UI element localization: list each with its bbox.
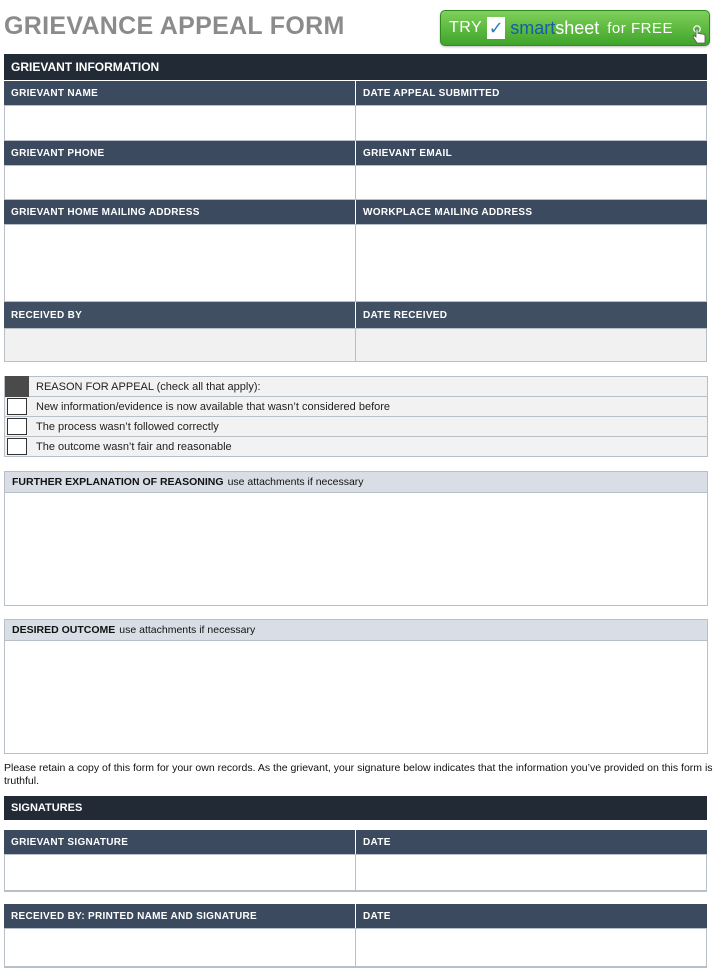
reason-heading-row (4, 376, 708, 397)
grievant-signature-label: GRIEVANT SIGNATURE (4, 830, 355, 854)
date-received-field[interactable] (355, 328, 707, 362)
promo-try-text: TRY (449, 19, 483, 36)
received-by-signature-label: RECEIVED BY: PRINTED NAME AND SIGNATURE (4, 904, 355, 928)
reason-option-label: The process wasn’t followed correctly (36, 420, 219, 433)
grievant-info-heading: GRIEVANT INFORMATION (4, 54, 707, 80)
pointer-hand-icon (691, 25, 707, 45)
explanation-label: FURTHER EXPLANATION OF REASONING (12, 476, 224, 488)
grievant-email-label: GRIEVANT EMAIL (356, 141, 707, 165)
checkbox[interactable] (7, 418, 27, 435)
outcome-heading (4, 619, 708, 640)
promo-free-text: for FREE (607, 19, 673, 37)
outcome-field[interactable] (4, 640, 708, 754)
signatures-heading: SIGNATURES (4, 796, 707, 820)
home-address-field[interactable] (4, 224, 356, 302)
checkbox[interactable] (7, 398, 27, 415)
grievant-phone-field[interactable] (4, 165, 356, 200)
checkbox[interactable] (7, 438, 27, 455)
home-address-label: GRIEVANT HOME MAILING ADDRESS (4, 200, 355, 224)
signature-date-label: DATE (356, 830, 707, 854)
reason-heading: REASON FOR APPEAL (check all that apply): (36, 380, 261, 393)
received-date-label: DATE (356, 904, 707, 928)
explanation-hint: use attachments if necessary (227, 476, 364, 488)
received-by-field[interactable] (4, 328, 356, 362)
explanation-field[interactable] (4, 492, 708, 606)
grievant-email-field[interactable] (355, 165, 707, 200)
received-date-field[interactable] (355, 928, 707, 968)
grievant-name-field[interactable] (4, 105, 356, 141)
retention-note: Please retain a copy of this form for your own records. As the grievant, your signature below indicates that the information you’ve provided on this form is truthful. (4, 762, 713, 787)
outcome-label: DESIRED OUTCOME (12, 624, 116, 636)
reason-option-new-evidence[interactable] (4, 397, 708, 417)
smartsheet-logo: smartsheet (510, 17, 600, 38)
reason-heading-marker (5, 376, 29, 397)
date-submitted-label: DATE APPEAL SUBMITTED (356, 81, 707, 105)
signature-date-field[interactable] (355, 854, 707, 892)
work-address-label: WORKPLACE MAILING ADDRESS (356, 200, 707, 224)
received-by-signature-field[interactable] (4, 928, 356, 968)
date-received-label: DATE RECEIVED (356, 302, 707, 328)
grievant-signature-field[interactable] (4, 854, 356, 892)
reason-option-label: The outcome wasn’t fair and reasonable (36, 440, 232, 453)
try-smartsheet-button[interactable] (440, 10, 710, 46)
grievant-name-label: GRIEVANT NAME (4, 81, 355, 105)
checkmark-icon: ✓ (488, 18, 504, 38)
grievant-phone-label: GRIEVANT PHONE (4, 141, 355, 165)
date-submitted-field[interactable] (355, 105, 707, 141)
reason-option-label: New information/evidence is now available that wasn’t considered before (36, 400, 391, 413)
reason-option-process[interactable] (4, 417, 708, 437)
outcome-hint: use attachments if necessary (119, 624, 256, 636)
received-by-label: RECEIVED BY (4, 302, 355, 328)
page-title: GRIEVANCE APPEAL FORM (4, 12, 345, 40)
work-address-field[interactable] (355, 224, 707, 302)
explanation-heading (4, 471, 708, 492)
reason-option-outcome[interactable] (4, 437, 708, 457)
